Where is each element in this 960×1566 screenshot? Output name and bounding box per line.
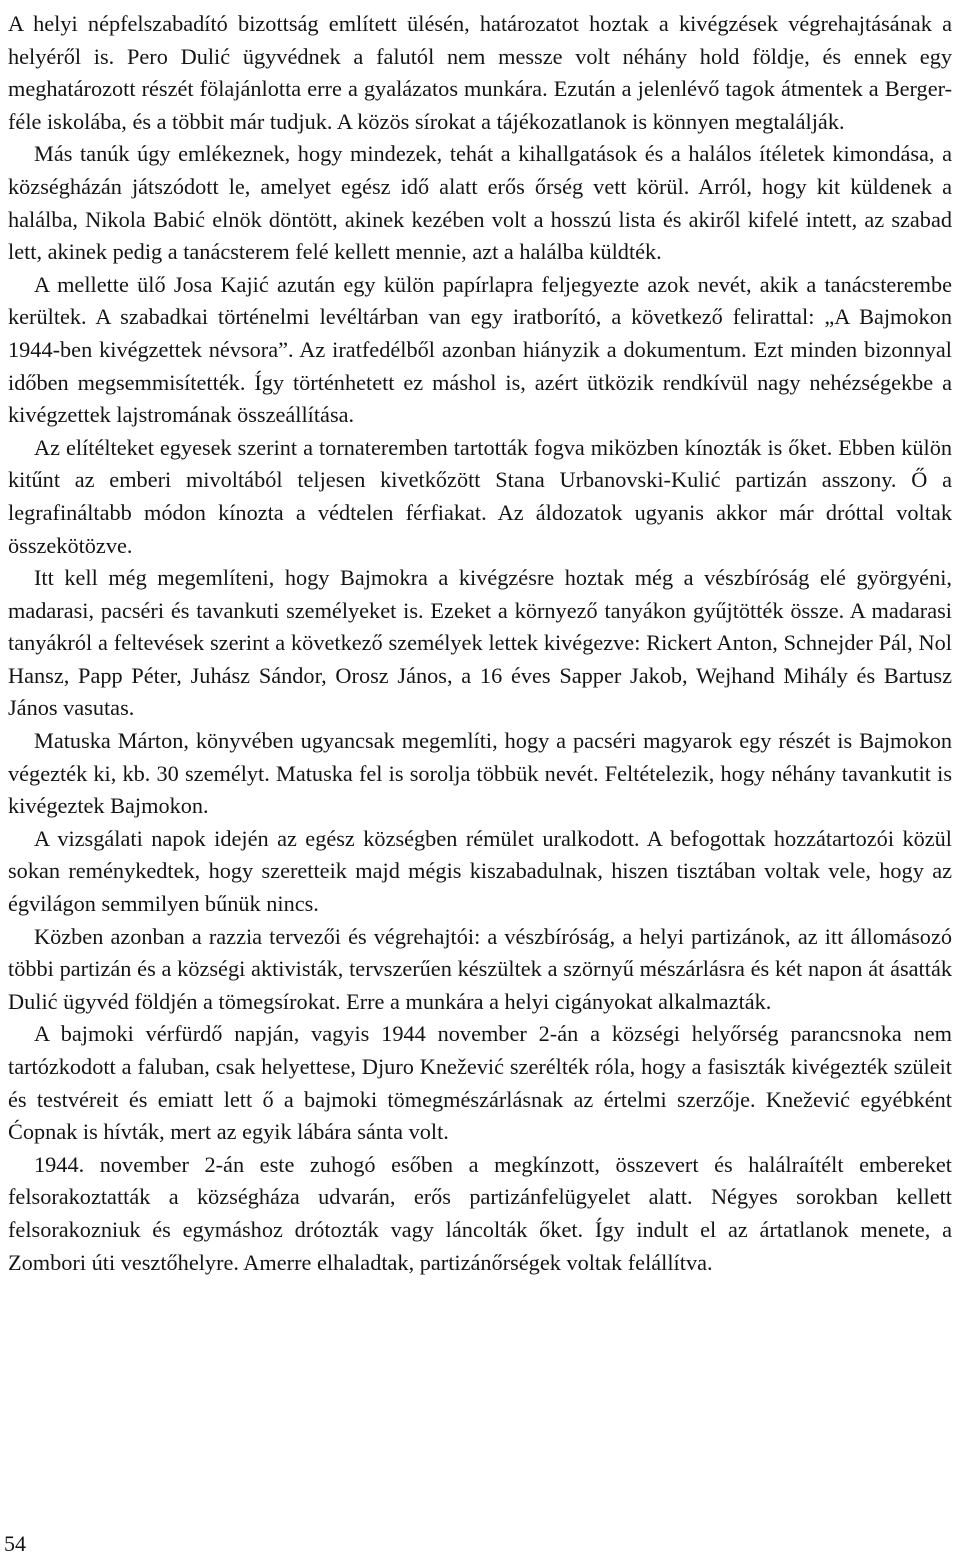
paragraph-10: 1944. november 2-án este zuhogó esőben a megkínzott, összevert és halálraítélt embereket felsorakoztatták a községháza udvarán, erős partizánfelügyelet alatt. Négyes sorokban kellett felsorakozniuk és egymáshoz drótozták vagy láncolták őket. Így indult el az ártatlanok menete, a Zombori úti vesztőhelyre. Amerre elhaladtak, partizánőrségek voltak felállítva. [8, 1151, 952, 1275]
paragraph-1: A helyi népfelszabadító bizottság említett ülésén, határozatot hoztak a kivégzések végrehajtásának a helyéről is. Pero Dulić ügyvédnek a falutól nem messze volt néhány hold földje, és ennek egy meghatározott részét fölajánlotta erre a gyalázatos munkára. Ezután a jelenlévő tagok átmentek a Berger-féle iskolába, és a többit már tudjuk. A közös sírokat a tájékozatlanok is könnyen megtalálják. [8, 11, 952, 134]
body-text [8, 8, 952, 1279]
page-number: 54 [4, 1531, 26, 1556]
paragraph-9: A bajmoki vérfürdő napján, vagyis 1944 november 2-án a községi helyőrség parancsnoka nem tartózkodott a faluban, csak helyettese, Djuro Knežević szerélték róla, hogy a fasiszták kivégezték szüleit és testvéreit és emiatt lett ő a bajmoki tömegmészárlásnak az értelmi szerzője. Knežević egyébként Ćopnak is hívták, mert az egyik lábára sánta volt. [8, 1021, 952, 1145]
paragraph-7: A vizsgálati napok idején az egész községben rémület uralkodott. A befogottak hozzátartozói közül sokan reménykedtek, hogy szeretteik majd mégis kiszabadulnak, hiszen tisztában voltak vele, hogy az égvilágon semmilyen bűnük nincs. [8, 825, 952, 917]
paragraph-6: Matuska Márton, könyvében ugyancsak megemlíti, hogy a pacséri magyarok egy részét is Bajmokon végezték ki, kb. 30 személyt. Matuska fel is sorolja többük nevét. Feltételezik, hogy néhány tavankutit is kivégeztek Bajmokon. [8, 728, 952, 819]
paragraph-2: Más tanúk úgy emlékeznek, hogy mindezek, tehát a kihallgatások és a halálos ítéletek kimondása, a községházán játszódott le, amelyet egész idő alatt erős őrség vett körül. Arról, hogy kit küldenek a halálba, Nikola Babić elnök döntött, akinek kezében volt a hosszú lista és akiről kifelé intett, az szabad lett, akinek pedig a tanácsterem felé kellett mennie, azt a halálba küldték. [8, 141, 952, 265]
paragraph-8: Közben azonban a razzia tervezői és végrehajtói: a vészbíróság, a helyi partizánok, az itt állomásozó többi partizán és a községi aktivisták, tervszerűen készültek a szörnyű mészárlásra és két napon át ásatták Dulić ügyvéd földjén a tömegsírokat. Erre a munkára a helyi cigányokat alkalmazták. [8, 923, 952, 1014]
paragraph-5: Itt kell még megemlíteni, hogy Bajmokra a kivégzésre hoztak még a vészbíróság elé györgyéni, madarasi, pacséri és tavankuti személyeket is. Ezeket a környező tanyákon gyűjtötték össze. A madarasi tanyákról a feltevések szerint a következő személyek lettek kivégezve: Rickert Anton, Schnejder Pál, Nol Hansz, Papp Péter, Juhász Sándor, Orosz János, a 16 éves Sapper Jakob, Wejhand Mihály és Bartusz János vasutas. [8, 565, 952, 721]
paragraph-4: Az elítélteket egyesek szerint a tornateremben tartották fogva miközben kínozták is őket. Ebben külön kitűnt az emberi mivoltából teljesen kivetkőzött Stana Urbanovski-Kulić partizán asszony. Ő a legrafináltabb módon kínozta a védtelen férfiakat. Az áldozatok ugyanis akkor már dróttal voltak összekötözve. [8, 434, 952, 558]
paragraph-3: A mellette ülő Josa Kajić azután egy külön papírlapra feljegyezte azok nevét, akik a tanácsterembe kerültek. A szabadkai történelmi levéltárban van egy iratborító, a következő felirattal: „A Bajmokon 1944-ben kivégzettek névsora”. Az iratfedélből azonban hiányzik a dokumentum. Ezt minden bizonnyal időben megsemmisítették. Így történhetett ez máshol is, azért ütközik rendkívül nagy nehézségekbe a kivégzettek lajstromának összeállítása. [8, 271, 952, 428]
